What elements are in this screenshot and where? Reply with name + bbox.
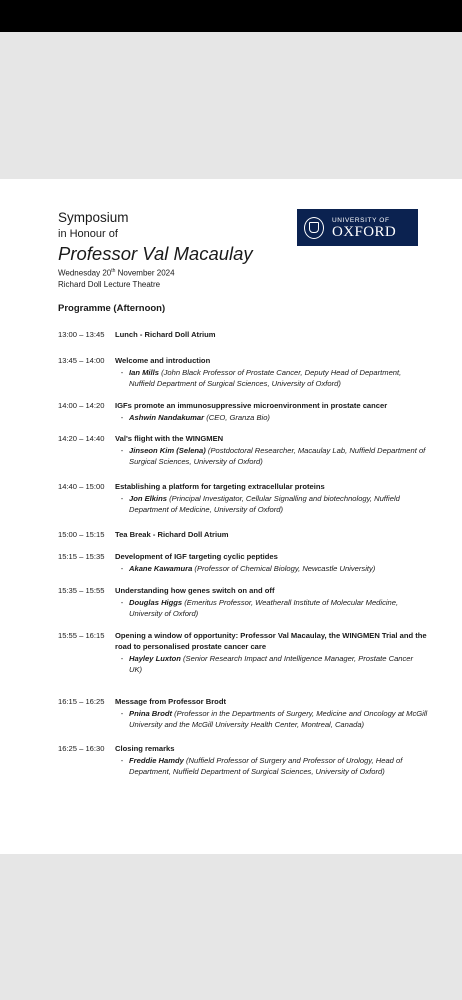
session-speaker: - Ashwin Nandakumar (CEO, Granza Bio) [120, 413, 270, 422]
session-time: 16:15 – 16:25 [58, 697, 105, 706]
session-title: Understanding how genes switch on and off [115, 586, 275, 595]
event-venue: Richard Doll Lecture Theatre [58, 279, 161, 289]
session-title: Closing remarks [115, 744, 175, 753]
speaker-affiliation: (Professor in the Departments of Surgery, Medicine and Oncology at McGill University and the McGill University Health Center, Montreal, Canada) [129, 709, 428, 729]
session-item [58, 630, 428, 675]
session-item [58, 400, 428, 423]
session-speaker: - Jon Elkins (Principal Investigator, Cellular Signalling and biotechnology, Nuffield Department of Medicine, University of Oxford) [120, 494, 400, 514]
crest-icon [304, 217, 324, 239]
session-item [58, 355, 428, 389]
session-speaker: - Hayley Luxton (Senior Research Impact and Intelligence Manager, Prostate Cancer UK) [120, 654, 414, 674]
session-item [58, 585, 428, 619]
session-item [58, 743, 428, 777]
session-speaker: - Ian Mills (John Black Professor of Prostate Cancer, Deputy Head of Department, Nuffield Department of Surgical Sciences, University of Oxford) [120, 368, 402, 388]
session-title: Message from Professor Brodt [115, 697, 226, 706]
speaker-name: Douglas Higgs [129, 598, 183, 607]
programme-heading: Programme (Afternoon) [58, 303, 166, 314]
session-time: 13:00 – 13:45 [58, 330, 105, 339]
session-title: Welcome and introduction [115, 356, 211, 365]
document-header [58, 210, 253, 290]
logo-line-1: UNIVERSITY OF [332, 216, 390, 224]
logo-line-2: OXFORD [332, 223, 397, 240]
speaker-affiliation: (Senior Research Impact and Intelligence Manager, Prostate Cancer UK) [129, 654, 414, 674]
session-title: Val's flight with the WINGMEN [115, 434, 224, 443]
session-speaker: - Pnina Brodt (Professor in the Departments of Surgery, Medicine and Oncology at McGill University and the McGill University Health Center, Montreal, Canada) [120, 709, 428, 729]
session-time: 14:40 – 15:00 [58, 482, 105, 491]
speaker-name: Jon Elkins [129, 494, 167, 503]
title-in-honour-of: in Honour of [58, 228, 118, 240]
speaker-name: Ashwin Nandakumar [129, 413, 205, 422]
speaker-name: Freddie Hamdy [129, 756, 184, 765]
date-ordinal: th [111, 268, 116, 274]
session-title: Lunch - Richard Doll Atrium [115, 330, 216, 339]
session-item [58, 481, 428, 515]
session-item [58, 329, 428, 340]
speaker-affiliation: (Professor of Chemical Biology, Newcastle University) [192, 564, 376, 573]
session-speaker: - Jinseon Kim (Selena) (Postdoctoral Researcher, Macaulay Lab, Nuffield Department of Surgical Sciences, University of Oxford) [120, 446, 426, 466]
speaker-name: Jinseon Kim (Selena) [129, 446, 206, 455]
document-page [0, 179, 462, 854]
session-item [58, 433, 428, 467]
speaker-name: Akane Kawamura [129, 564, 193, 573]
session-time: 15:55 – 16:15 [58, 631, 105, 640]
session-speaker: - Douglas Higgs (Emeritus Professor, Weatherall Institute of Molecular Medicine, University of Oxford) [120, 598, 399, 618]
speaker-affiliation: (Emeritus Professor, Weatherall Institute of Molecular Medicine, University of Oxford) [129, 598, 399, 618]
session-time: 15:15 – 15:35 [58, 552, 105, 561]
speaker-name: Hayley Luxton [129, 654, 181, 663]
event-date [58, 266, 253, 279]
session-title: Tea Break - Richard Doll Atrium [115, 530, 229, 539]
session-item [58, 551, 428, 574]
speaker-affiliation: (Principal Investigator, Cellular Signalling and biotechnology, Nuffield Department of Medicine, University of Oxford) [129, 494, 400, 514]
speaker-name: Pnina Brodt [129, 709, 173, 718]
speaker-affiliation: (Nuffield Professor of Surgery and Professor of Urology, Head of Department, Nuffield Department of Surgical Sciences, University of Oxford) [129, 756, 403, 776]
date-prefix: Wednesday 20 [58, 268, 112, 278]
speaker-name: Ian Mills [129, 368, 159, 377]
speaker-affiliation: (Postdoctoral Researcher, Macaulay Lab, Nuffield Department of Surgical Sciences, University of Oxford) [129, 446, 426, 466]
session-title: Opening a window of opportunity: Professor Val Macaulay, the WINGMEN Trial and the road to personalised prostate cancer care [115, 631, 427, 651]
date-rest: November 2024 [115, 268, 175, 278]
university-logo [297, 209, 418, 246]
session-speaker: - Freddie Hamdy (Nuffield Professor of Surgery and Professor of Urology, Head of Department, Nuffield Department of Surgical Sciences, University of Oxford) [120, 756, 403, 776]
session-title: Establishing a platform for targeting extracellular proteins [115, 482, 325, 491]
session-item [58, 696, 428, 730]
session-time: 15:35 – 15:55 [58, 586, 105, 595]
session-time: 16:25 – 16:30 [58, 744, 105, 753]
session-speaker: - Akane Kawamura (Professor of Chemical Biology, Newcastle University) [120, 564, 376, 573]
title-symposium: Symposium [58, 210, 129, 225]
session-time: 14:00 – 14:20 [58, 401, 105, 410]
session-time: 14:20 – 14:40 [58, 434, 105, 443]
title-honoree: Professor Val Macaulay [58, 243, 253, 264]
speaker-affiliation: (John Black Professor of Prostate Cancer, Deputy Head of Department, Nuffield Department of Surgical Sciences, University of Oxford) [129, 368, 402, 388]
status-bar [0, 0, 462, 32]
session-title: Development of IGF targeting cyclic peptides [115, 552, 278, 561]
session-time: 15:00 – 15:15 [58, 530, 105, 539]
session-title: IGFs promote an immunosuppressive microenvironment in prostate cancer [115, 401, 388, 410]
speaker-affiliation: (CEO, Granza Bio) [204, 413, 270, 422]
session-item [58, 529, 428, 540]
session-time: 13:45 – 14:00 [58, 356, 105, 365]
